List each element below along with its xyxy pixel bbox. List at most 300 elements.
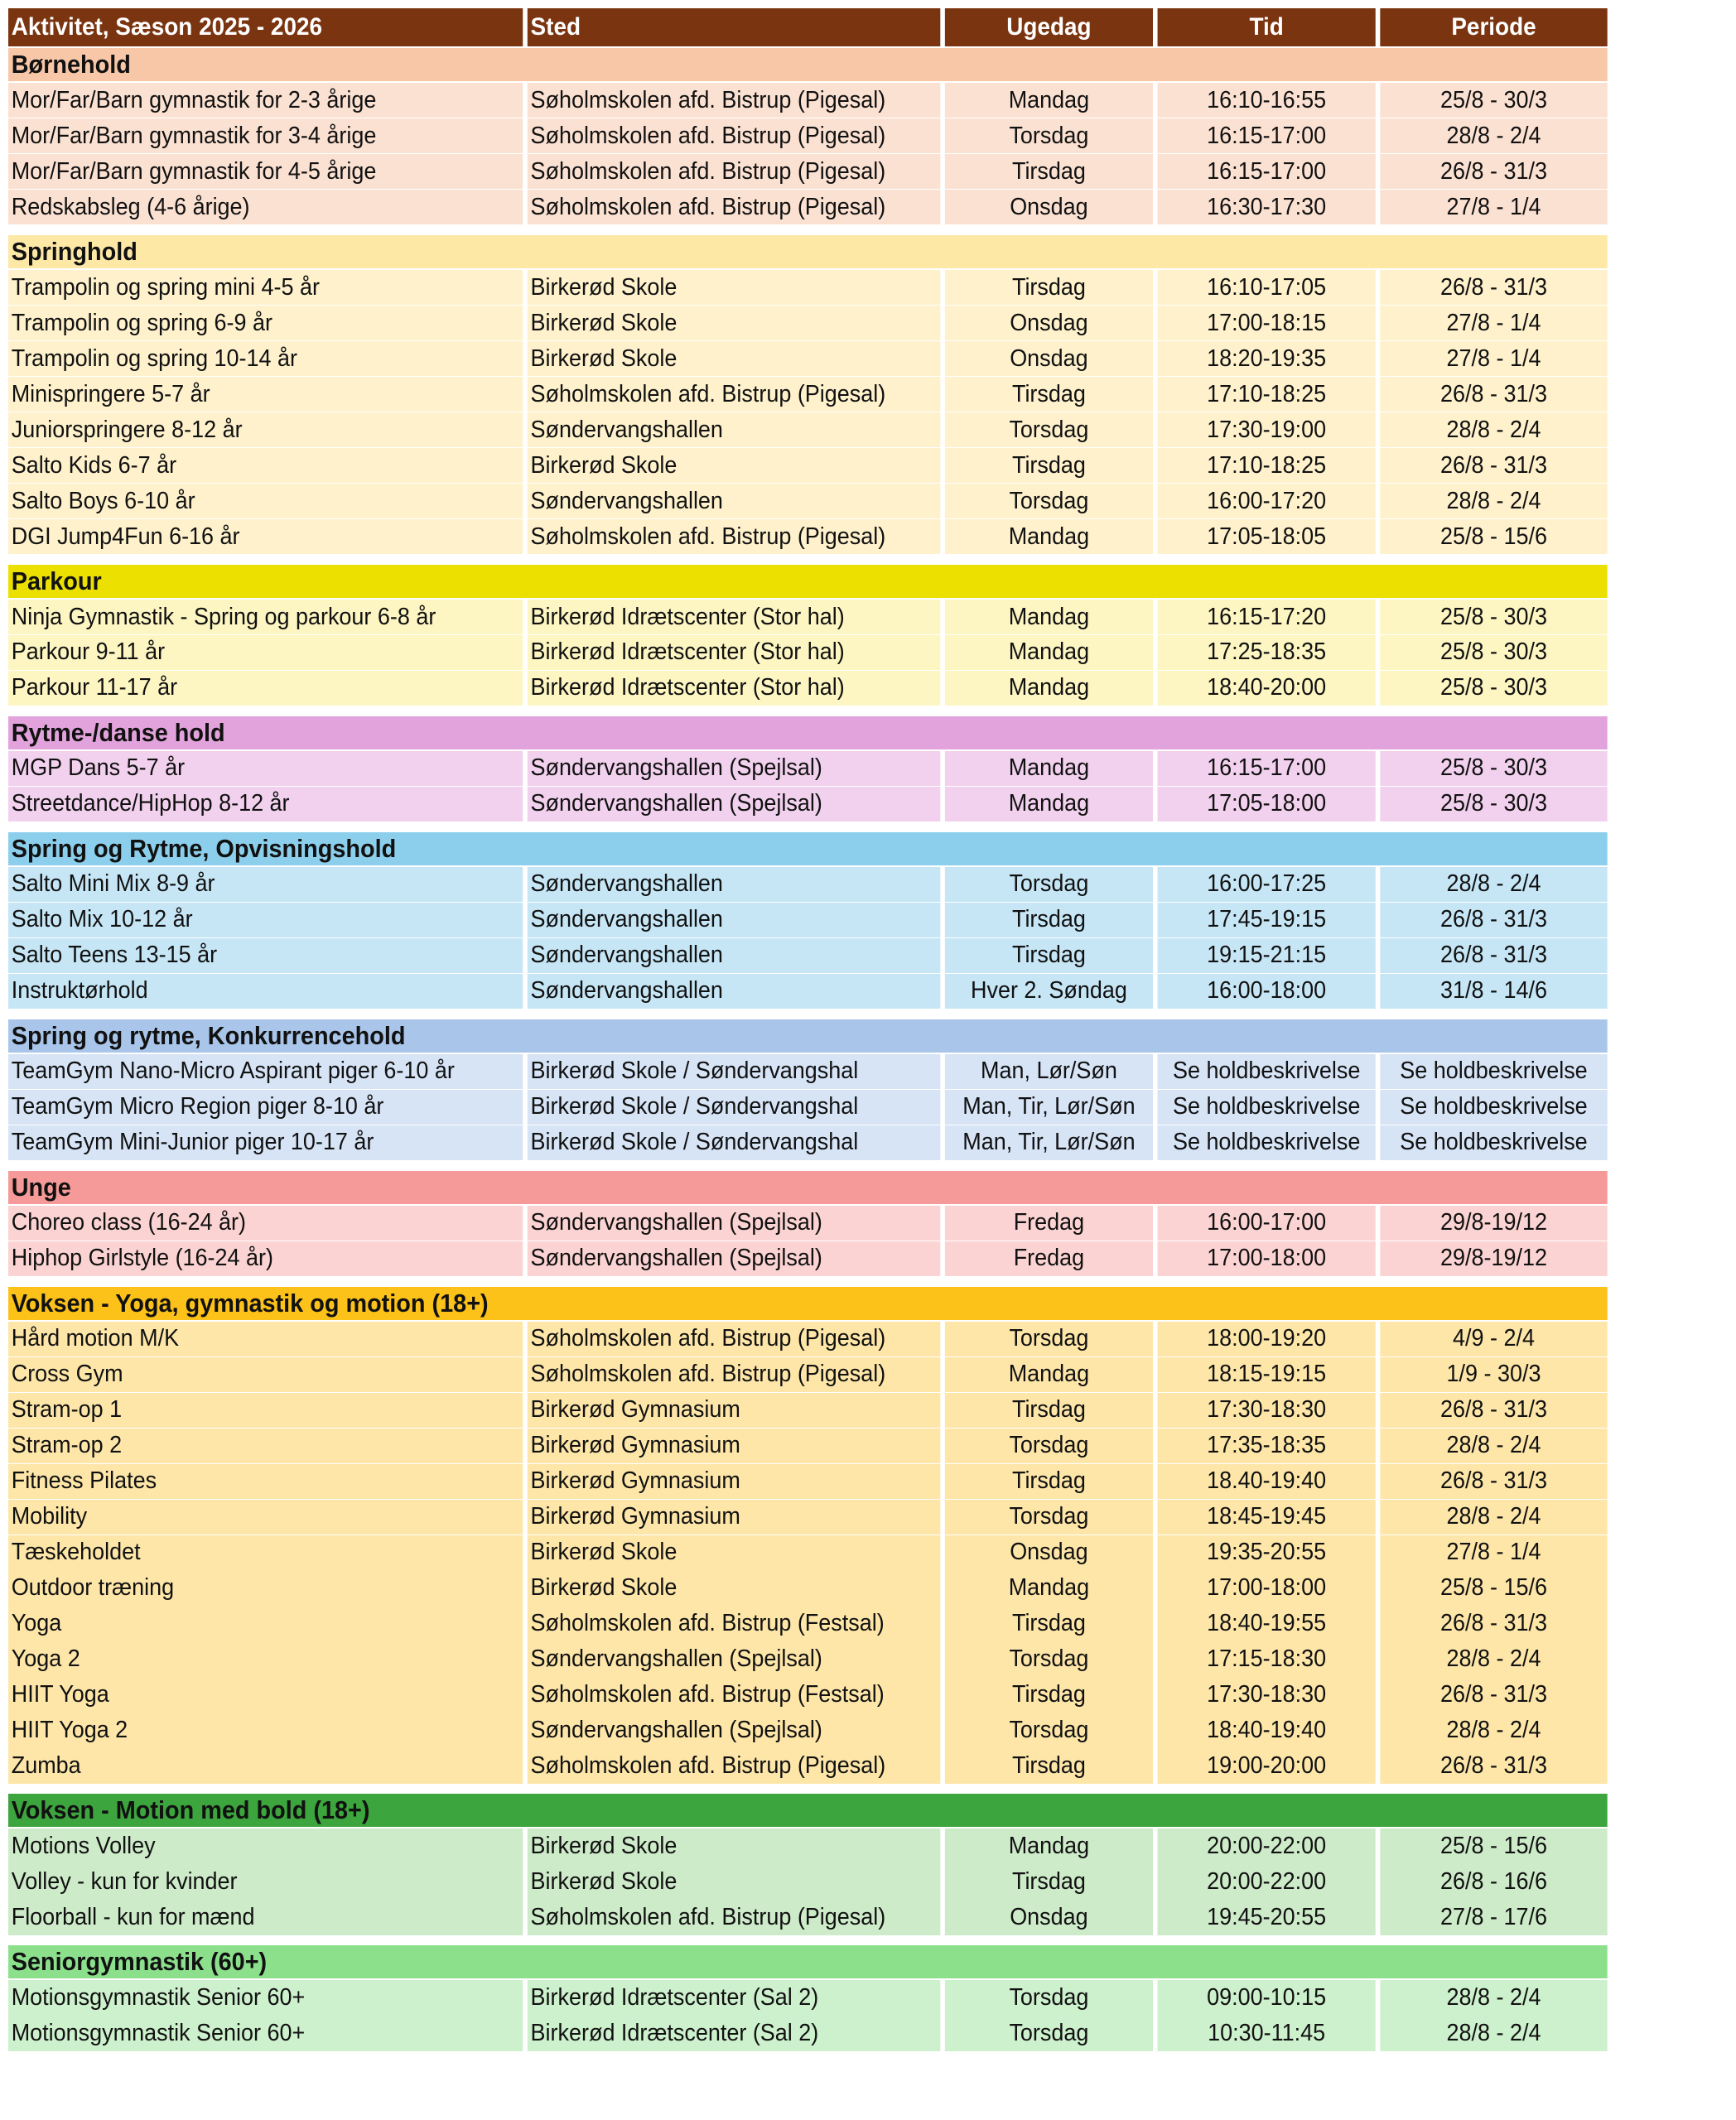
weekday-cell: Fredag [945,1206,1153,1241]
place-cell: Søndervangshallen [528,412,940,447]
table-row [8,1713,1608,1747]
activity-cell: Salto Kids 6-7 år [8,448,523,483]
weekday-cell: Onsdag [945,1535,1153,1570]
time-cell: 18:40-19:55 [1158,1606,1376,1641]
weekday-cell: Onsdag [945,190,1153,224]
period-cell: 31/8 - 14/6 [1380,974,1607,1009]
activity-cell: Salto Mini Mix 8-9 år [8,867,523,902]
time-cell: 17:30-18:30 [1158,1393,1376,1428]
table-row [8,83,1608,118]
time-cell: 16:15-17:20 [1158,600,1376,634]
section-spacer [8,706,1608,716]
activity-cell: HIIT Yoga 2 [8,1713,523,1747]
weekday-cell: Mandag [945,1828,1153,1863]
place-cell: Søndervangshallen (Spejlsal) [528,1206,940,1241]
section-header [8,716,1608,749]
place-cell: Søholmskolen afd. Bistrup (Festsal) [528,1677,940,1712]
place-cell: Birkerød Gymnasium [528,1500,940,1535]
section-title: Spring og Rytme, Opvisningshold [8,832,1608,865]
place-cell: Søndervangshallen [528,938,940,973]
place-cell: Birkerød Skole [528,306,940,340]
time-cell: Se holdbeskrivelse [1158,1054,1376,1089]
time-cell: 19:00-20:00 [1158,1748,1376,1783]
place-cell: Birkerød Skole [528,1864,940,1899]
period-cell: 27/8 - 1/4 [1380,341,1607,376]
place-cell: Birkerød Skole / Søndervangshal [528,1054,940,1089]
period-cell: 25/8 - 30/3 [1380,671,1607,706]
period-cell: 4/9 - 2/4 [1380,1322,1607,1356]
table-row [8,118,1608,153]
header-weekday: Ugedag [945,8,1153,46]
table-row [8,1054,1608,1089]
table-row [8,1748,1608,1783]
section-title: Spring og rytme, Konkurrencehold [8,1019,1608,1053]
time-cell: 16:00-17:20 [1158,484,1376,518]
weekday-cell: Torsdag [945,1641,1153,1676]
activity-cell: Instruktørhold [8,974,523,1009]
activity-cell: Mobility [8,1500,523,1535]
place-cell: Birkerød Skole / Søndervangshal [528,1125,940,1160]
place-cell: Søholmskolen afd. Bistrup (Pigesal) [528,1900,940,1934]
section-title: Unge [8,1171,1608,1204]
weekday-cell: Man, Lør/Søn [945,1054,1153,1089]
time-cell: 20:00-22:00 [1158,1828,1376,1863]
period-cell: 26/8 - 31/3 [1380,154,1607,189]
period-cell: 26/8 - 31/3 [1380,1677,1607,1712]
place-cell: Birkerød Idrætscenter (Stor hal) [528,600,940,634]
table-row [8,190,1608,224]
activity-cell: Fitness Pilates [8,1464,523,1499]
weekday-cell: Torsdag [945,867,1153,902]
section-header [8,832,1608,865]
weekday-cell: Torsdag [945,412,1153,447]
period-cell: 26/8 - 31/3 [1380,377,1607,412]
weekday-cell: Mandag [945,751,1153,786]
activity-cell: Floorball - kun for mænd [8,1900,523,1934]
time-cell: 19:35-20:55 [1158,1535,1376,1570]
time-cell: 16:00-17:00 [1158,1206,1376,1241]
table-row [8,1322,1608,1356]
table-row [8,1090,1608,1125]
place-cell: Søholmskolen afd. Bistrup (Pigesal) [528,519,940,554]
table-row [8,938,1608,973]
activity-cell: Choreo class (16-24 år) [8,1206,523,1241]
weekday-cell: Mandag [945,671,1153,706]
time-cell: Se holdbeskrivelse [1158,1125,1376,1160]
place-cell: Søholmskolen afd. Bistrup (Pigesal) [528,1322,940,1356]
time-cell: 20:00-22:00 [1158,1864,1376,1899]
place-cell: Birkerød Skole [528,1535,940,1570]
place-cell: Birkerød Skole [528,448,940,483]
period-cell: 26/8 - 31/3 [1380,1606,1607,1641]
time-cell: 18:15-19:15 [1158,1357,1376,1392]
time-cell: 16:15-17:00 [1158,118,1376,153]
time-cell: 18:45-19:45 [1158,1500,1376,1535]
period-cell: 29/8-19/12 [1380,1241,1607,1276]
table-row [8,787,1608,822]
weekday-cell: Hver 2. Søndag [945,974,1153,1009]
table-row [8,154,1608,189]
place-cell: Birkerød Idrætscenter (Sal 2) [528,2016,940,2050]
table-row [8,377,1608,412]
weekday-cell: Tirsdag [945,1748,1153,1783]
activity-cell: Redskabsleg (4-6 årige) [8,190,523,224]
weekday-cell: Tirsdag [945,1393,1153,1428]
time-cell: 17:10-18:25 [1158,448,1376,483]
section-spacer [8,555,1608,565]
period-cell: 27/8 - 1/4 [1380,1535,1607,1570]
period-cell: 28/8 - 2/4 [1380,118,1607,153]
weekday-cell: Torsdag [945,118,1153,153]
place-cell: Søholmskolen afd. Bistrup (Pigesal) [528,154,940,189]
activity-cell: Trampolin og spring 6-9 år [8,306,523,340]
activity-cell: Salto Boys 6-10 år [8,484,523,518]
weekday-cell: Torsdag [945,1980,1153,2015]
weekday-cell: Tirsdag [945,270,1153,305]
place-cell: Birkerød Idrætscenter (Stor hal) [528,635,940,670]
section-title: Seniorgymnastik (60+) [8,1945,1608,1978]
place-cell: Søholmskolen afd. Bistrup (Pigesal) [528,1748,940,1783]
time-cell: 10:30-11:45 [1158,2016,1376,2050]
table-row [8,671,1608,706]
activity-cell: Ninja Gymnastik - Spring og parkour 6-8 år [8,600,523,634]
period-cell: Se holdbeskrivelse [1380,1125,1607,1160]
weekday-cell: Man, Tir, Lør/Søn [945,1090,1153,1125]
weekday-cell: Mandag [945,1570,1153,1605]
table-row [8,600,1608,634]
time-cell: 16:15-17:00 [1158,154,1376,189]
place-cell: Søholmskolen afd. Bistrup (Festsal) [528,1606,940,1641]
weekday-cell: Torsdag [945,1322,1153,1356]
place-cell: Søndervangshallen (Spejlsal) [528,1641,940,1676]
table-row [8,448,1608,483]
activity-cell: Motionsgymnastik Senior 60+ [8,1980,523,2015]
header-activity: Aktivitet, Sæson 2025 - 2026 [8,8,523,46]
time-cell: 19:15-21:15 [1158,938,1376,973]
place-cell: Søholmskolen afd. Bistrup (Pigesal) [528,83,940,118]
table-row [8,1570,1608,1605]
place-cell: Søholmskolen afd. Bistrup (Pigesal) [528,118,940,153]
time-cell: 17:00-18:00 [1158,1570,1376,1605]
weekday-cell: Mandag [945,787,1153,822]
section-spacer [8,225,1608,235]
table-row [8,1125,1608,1160]
period-cell: 28/8 - 2/4 [1380,412,1607,447]
time-cell: 16:00-17:25 [1158,867,1376,902]
weekday-cell: Torsdag [945,1500,1153,1535]
table-row [8,867,1608,902]
activity-cell: TeamGym Nano-Micro Aspirant piger 6-10 år [8,1054,523,1089]
time-cell: 17:10-18:25 [1158,377,1376,412]
time-cell: 17:45-19:15 [1158,903,1376,937]
table-row [8,1241,1608,1276]
activity-cell: Juniorspringere 8-12 år [8,412,523,447]
section-spacer [8,1277,1608,1287]
section-header [8,235,1608,268]
activity-cell: Zumba [8,1748,523,1783]
section-header [8,1019,1608,1053]
section-header [8,48,1608,81]
period-cell: 25/8 - 30/3 [1380,600,1607,634]
section-title: Voksen - Yoga, gymnastik og motion (18+) [8,1287,1608,1320]
place-cell: Birkerød Idrætscenter (Sal 2) [528,1980,940,2015]
place-cell: Søndervangshallen (Spejlsal) [528,1713,940,1747]
time-cell: 17:15-18:30 [1158,1641,1376,1676]
weekday-cell: Mandag [945,83,1153,118]
table-row [8,1393,1608,1428]
section-header [8,1794,1608,1827]
period-cell: Se holdbeskrivelse [1380,1090,1607,1125]
period-cell: 28/8 - 2/4 [1380,1641,1607,1676]
time-cell: 17:00-18:00 [1158,1241,1376,1276]
place-cell: Søholmskolen afd. Bistrup (Pigesal) [528,377,940,412]
place-cell: Birkerød Skole [528,1570,940,1605]
section-title: Børnehold [8,48,1608,81]
weekday-cell: Man, Tir, Lør/Søn [945,1125,1153,1160]
table-header [8,8,1608,46]
table-row [8,270,1608,305]
table-row [8,974,1608,1009]
weekday-cell: Torsdag [945,1713,1153,1747]
time-cell: 17:35-18:35 [1158,1429,1376,1463]
time-cell: 17:05-18:05 [1158,519,1376,554]
activity-cell: Trampolin og spring 10-14 år [8,341,523,376]
place-cell: Birkerød Skole / Søndervangshal [528,1090,940,1125]
place-cell: Birkerød Gymnasium [528,1393,940,1428]
period-cell: 28/8 - 2/4 [1380,1980,1607,2015]
activity-cell: TeamGym Micro Region piger 8-10 år [8,1090,523,1125]
time-cell: Se holdbeskrivelse [1158,1090,1376,1125]
activity-cell: Hård motion M/K [8,1322,523,1356]
period-cell: 28/8 - 2/4 [1380,2016,1607,2050]
activity-cell: Mor/Far/Barn gymnastik for 3-4 årige [8,118,523,153]
activity-cell: Stram-op 2 [8,1429,523,1463]
weekday-cell: Mandag [945,600,1153,634]
activity-cell: TeamGym Mini-Junior piger 10-17 år [8,1125,523,1160]
section-header [8,565,1608,598]
activity-cell: DGI Jump4Fun 6-16 år [8,519,523,554]
section-spacer [8,1935,1608,1945]
activity-cell: Streetdance/HipHop 8-12 år [8,787,523,822]
period-cell: 25/8 - 30/3 [1380,635,1607,670]
place-cell: Søndervangshallen [528,974,940,1009]
table-row [8,1980,1608,2015]
activity-cell: Tæskeholdet [8,1535,523,1570]
weekday-cell: Tirsdag [945,1606,1153,1641]
table-row [8,751,1608,786]
period-cell: 27/8 - 17/6 [1380,1900,1607,1934]
place-cell: Søndervangshallen [528,903,940,937]
section-header [8,1287,1608,1320]
period-cell: 28/8 - 2/4 [1380,1713,1607,1747]
section-title: Springhold [8,235,1608,268]
weekday-cell: Mandag [945,635,1153,670]
table-row [8,1464,1608,1499]
period-cell: 26/8 - 31/3 [1380,448,1607,483]
weekday-cell: Tirsdag [945,1864,1153,1899]
time-cell: 17:00-18:15 [1158,306,1376,340]
table-row [8,1500,1608,1535]
section-title: Rytme-/danse hold [8,716,1608,749]
weekday-cell: Fredag [945,1241,1153,1276]
weekday-cell: Tirsdag [945,448,1153,483]
activity-cell: Yoga 2 [8,1641,523,1676]
table-row [8,306,1608,340]
time-cell: 16:30-17:30 [1158,190,1376,224]
activity-cell: Salto Mix 10-12 år [8,903,523,937]
table-row [8,341,1608,376]
time-cell: 17:25-18:35 [1158,635,1376,670]
period-cell: 28/8 - 2/4 [1380,1429,1607,1463]
place-cell: Birkerød Skole [528,341,940,376]
activity-cell: HIIT Yoga [8,1677,523,1712]
table-row [8,1429,1608,1463]
period-cell: 28/8 - 2/4 [1380,867,1607,902]
table-row [8,1900,1608,1934]
header-place: Sted [528,8,940,46]
time-cell: 18:40-19:40 [1158,1713,1376,1747]
table-row [8,412,1608,447]
weekday-cell: Tirsdag [945,1677,1153,1712]
table-row [8,1357,1608,1392]
section-spacer [8,822,1608,832]
time-cell: 17:30-19:00 [1158,412,1376,447]
weekday-cell: Torsdag [945,484,1153,518]
table-row [8,1828,1608,1863]
activity-cell: Parkour 11-17 år [8,671,523,706]
place-cell: Birkerød Skole [528,1828,940,1863]
period-cell: 25/8 - 15/6 [1380,1570,1607,1605]
table-row [8,2016,1608,2050]
place-cell: Søndervangshallen [528,867,940,902]
period-cell: Se holdbeskrivelse [1380,1054,1607,1089]
section-title: Voksen - Motion med bold (18+) [8,1794,1608,1827]
time-cell: 18.40-19:40 [1158,1464,1376,1499]
period-cell: 1/9 - 30/3 [1380,1357,1607,1392]
time-cell: 17:30-18:30 [1158,1677,1376,1712]
activity-cell: MGP Dans 5-7 år [8,751,523,786]
period-cell: 27/8 - 1/4 [1380,190,1607,224]
place-cell: Søndervangshallen (Spejlsal) [528,751,940,786]
table-row [8,1641,1608,1676]
table-row [8,519,1608,554]
weekday-cell: Tirsdag [945,938,1153,973]
place-cell: Søndervangshallen [528,484,940,518]
place-cell: Søholmskolen afd. Bistrup (Pigesal) [528,190,940,224]
period-cell: 28/8 - 2/4 [1380,484,1607,518]
table-row [8,1864,1608,1899]
time-cell: 17:05-18:00 [1158,787,1376,822]
activity-cell: Outdoor træning [8,1570,523,1605]
period-cell: 27/8 - 1/4 [1380,306,1607,340]
period-cell: 26/8 - 31/3 [1380,938,1607,973]
place-cell: Søholmskolen afd. Bistrup (Pigesal) [528,1357,940,1392]
time-cell: 16:15-17:00 [1158,751,1376,786]
table-row [8,1535,1608,1570]
table-row [8,1606,1608,1641]
period-cell: 26/8 - 31/3 [1380,1748,1607,1783]
time-cell: 16:10-17:05 [1158,270,1376,305]
period-cell: 26/8 - 16/6 [1380,1864,1607,1899]
weekday-cell: Onsdag [945,306,1153,340]
weekday-cell: Tirsdag [945,1464,1153,1499]
weekday-cell: Tirsdag [945,154,1153,189]
section-spacer [8,1161,1608,1171]
period-cell: 26/8 - 31/3 [1380,270,1607,305]
time-cell: 18:00-19:20 [1158,1322,1376,1356]
time-cell: 18:40-20:00 [1158,671,1376,706]
place-cell: Birkerød Idrætscenter (Stor hal) [528,671,940,706]
section-spacer [8,1009,1608,1019]
time-cell: 16:10-16:55 [1158,83,1376,118]
period-cell: 25/8 - 30/3 [1380,83,1607,118]
weekday-cell: Onsdag [945,1900,1153,1934]
activity-cell: Cross Gym [8,1357,523,1392]
table-body [8,48,1608,2051]
table-row [8,903,1608,937]
activity-cell: Mor/Far/Barn gymnastik for 4-5 årige [8,154,523,189]
weekday-cell: Tirsdag [945,377,1153,412]
place-cell: Birkerød Gymnasium [528,1429,940,1463]
weekday-cell: Onsdag [945,341,1153,376]
period-cell: 26/8 - 31/3 [1380,903,1607,937]
period-cell: 25/8 - 15/6 [1380,519,1607,554]
place-cell: Søndervangshallen (Spejlsal) [528,1241,940,1276]
period-cell: 25/8 - 15/6 [1380,1828,1607,1863]
table-row [8,635,1608,670]
activity-cell: Hiphop Girlstyle (16-24 år) [8,1241,523,1276]
place-cell: Birkerød Gymnasium [528,1464,940,1499]
table-row [8,1677,1608,1712]
activity-cell: Motions Volley [8,1828,523,1863]
period-cell: 29/8-19/12 [1380,1206,1607,1241]
activity-cell: Trampolin og spring mini 4-5 år [8,270,523,305]
period-cell: 25/8 - 30/3 [1380,787,1607,822]
header-period: Periode [1380,8,1607,46]
period-cell: 26/8 - 31/3 [1380,1393,1607,1428]
weekday-cell: Torsdag [945,2016,1153,2050]
period-cell: 25/8 - 30/3 [1380,751,1607,786]
activity-cell: Mor/Far/Barn gymnastik for 2-3 årige [8,83,523,118]
section-header [8,1171,1608,1204]
table-row [8,484,1608,518]
place-cell: Birkerød Skole [528,270,940,305]
activity-cell: Salto Teens 13-15 år [8,938,523,973]
schedule-table [8,8,1608,2051]
header-time: Tid [1158,8,1376,46]
period-cell: 26/8 - 31/3 [1380,1464,1607,1499]
weekday-cell: Tirsdag [945,903,1153,937]
place-cell: Søndervangshallen (Spejlsal) [528,787,940,822]
time-cell: 18:20-19:35 [1158,341,1376,376]
weekday-cell: Mandag [945,1357,1153,1392]
section-spacer [8,1784,1608,1794]
activity-cell: Yoga [8,1606,523,1641]
weekday-cell: Mandag [945,519,1153,554]
period-cell: 28/8 - 2/4 [1380,1500,1607,1535]
activity-cell: Volley - kun for kvinder [8,1864,523,1899]
time-cell: 19:45-20:55 [1158,1900,1376,1934]
table-row [8,1206,1608,1241]
activity-cell: Motionsgymnastik Senior 60+ [8,2016,523,2050]
section-title: Parkour [8,565,1608,598]
activity-cell: Minispringere 5-7 år [8,377,523,412]
time-cell: 16:00-18:00 [1158,974,1376,1009]
activity-cell: Parkour 9-11 år [8,635,523,670]
activity-cell: Stram-op 1 [8,1393,523,1428]
weekday-cell: Torsdag [945,1429,1153,1463]
section-header [8,1945,1608,1978]
